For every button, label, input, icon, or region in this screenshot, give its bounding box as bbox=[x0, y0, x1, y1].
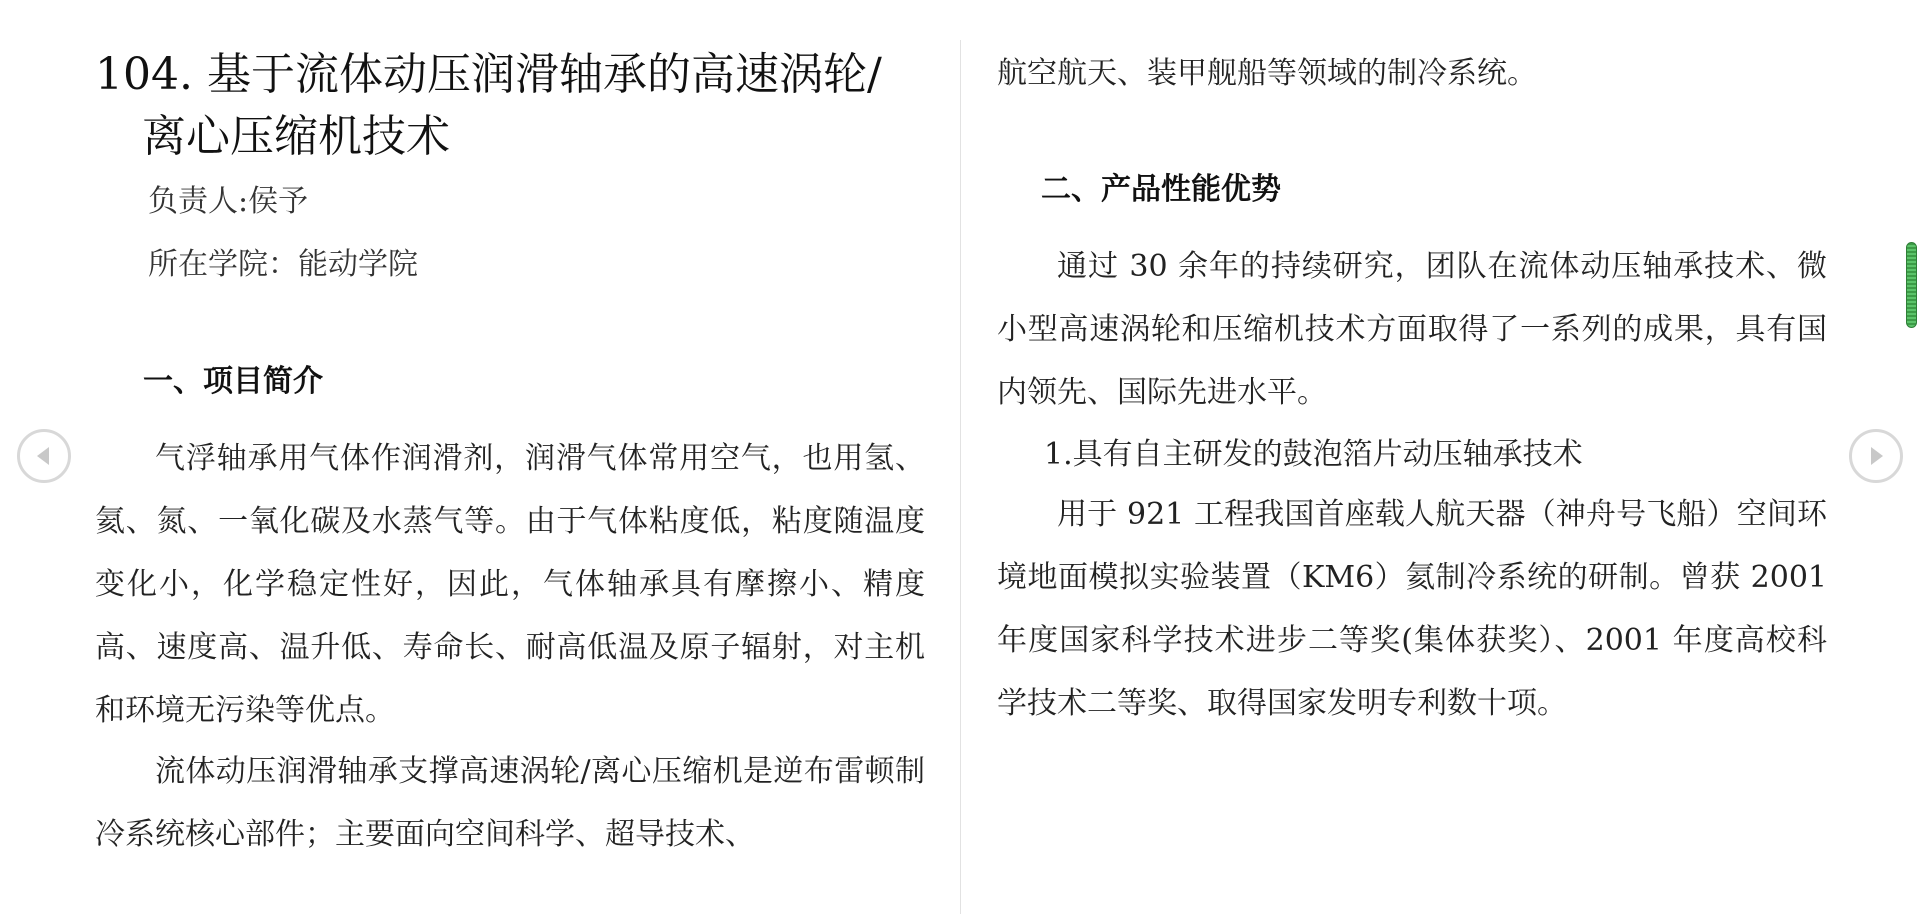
scrollbar-thumb[interactable] bbox=[1906, 242, 1917, 328]
project-leader: 负责人:侯予 bbox=[148, 184, 309, 219]
previous-page-button[interactable] bbox=[17, 429, 71, 483]
chevron-left-icon bbox=[34, 445, 54, 467]
advantages-paragraph-1: 通过 30 余年的持续研究，团队在流体动压轴承技术、微小型高速涡轮和压缩机技术方面取得了一系列的成果，具有国内领先、国际先进水平。 bbox=[997, 249, 1827, 410]
page-divider bbox=[960, 40, 961, 914]
section-heading-advantages: 二、产品性能优势 bbox=[1041, 172, 1281, 207]
left-page bbox=[95, 0, 935, 914]
right-page bbox=[997, 0, 1837, 914]
advantages-paragraph-2: 用于 921 工程我国首座载人航天器（神舟号飞船）空间环境地面模拟实验装置（KM6）氦制冷系统的研制。曾获 2001 年度国家科学技术进步二等奖(集体获奖）、2001 年度高校科学技术二等奖、取得国家发明专利数十项。 bbox=[997, 497, 1827, 721]
title-line-2: 离心压缩机技术 bbox=[142, 111, 450, 162]
document-title bbox=[95, 44, 925, 168]
intro-paragraph-2-continued: 航空航天、装甲舰船等领域的制冷系统。 bbox=[997, 56, 1537, 91]
intro-paragraph-1: 气浮轴承用气体作润滑剂，润滑气体常用空气，也用氢、氦、氮、一氧化碳及水蒸气等。由于气体粘度低，粘度随温度变化小，化学稳定性好，因此，气体轴承具有摩擦小、精度高、速度高、温升低、寿命长、耐高低温及原子辐射，对主机和环境无污染等优点。 bbox=[95, 441, 925, 728]
chevron-right-icon bbox=[1866, 445, 1886, 467]
section-heading-intro: 一、项目简介 bbox=[143, 364, 323, 399]
title-line-1: 104. 基于流体动压润滑轴承的高速涡轮/ bbox=[95, 49, 882, 100]
project-college: 所在学院：能动学院 bbox=[148, 247, 418, 282]
intro-paragraph-2: 流体动压润滑轴承支撑高速涡轮/离心压缩机是逆布雷顿制冷系统核心部件；主要面向空间科学、超导技术、 bbox=[95, 754, 925, 852]
advantages-subheading-1: 1.具有自主研发的鼓泡箔片动压轴承技术 bbox=[1044, 437, 1583, 472]
next-page-button[interactable] bbox=[1849, 429, 1903, 483]
